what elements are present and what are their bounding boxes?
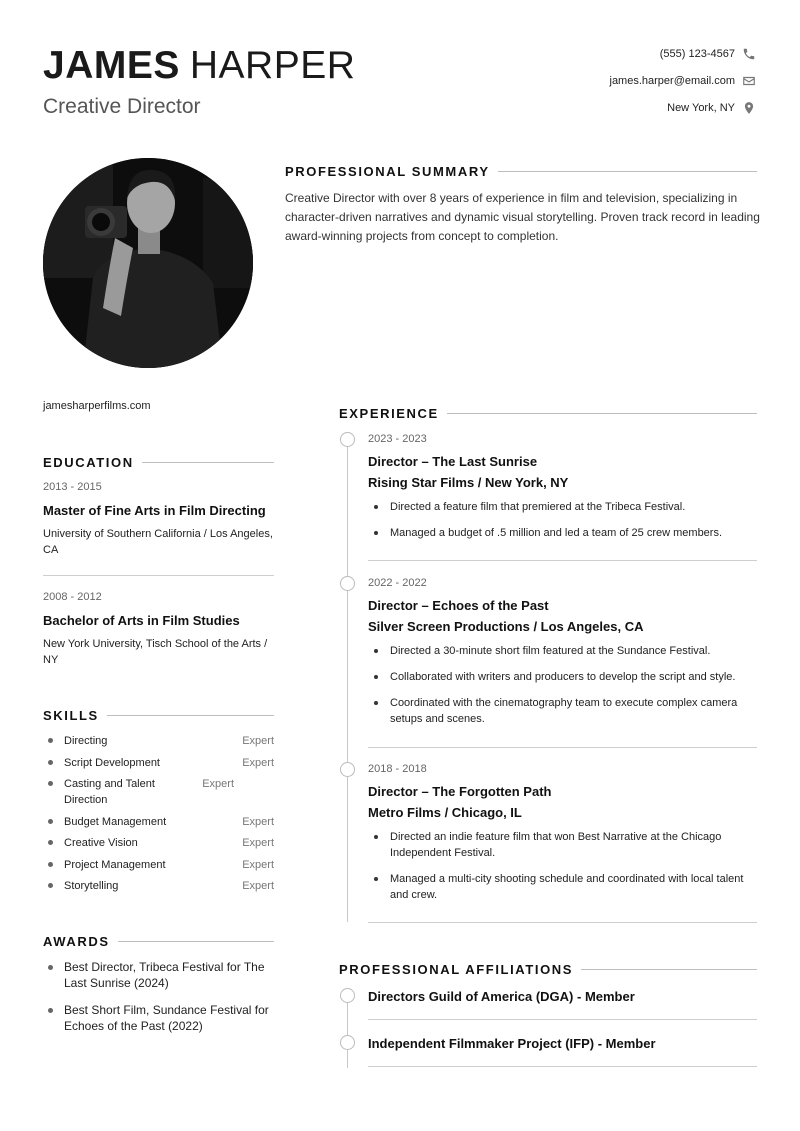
location-pin-icon [742, 101, 756, 115]
experience-bullet: Directed a feature film that premiered at the Tribeca Festival. [368, 499, 757, 515]
experience-bullet: Directed an indie feature film that won Best Narrative at the Chicago Independent Festival. [368, 829, 757, 861]
experience-item [368, 577, 757, 737]
phone-text: (555) 123-4567 [659, 47, 735, 60]
candidate-name [43, 44, 355, 88]
experience-dates: 2022 - 2022 [368, 577, 427, 589]
skill-name: Script Development [64, 756, 160, 769]
skill-name: Casting and Talent Direction [64, 778, 155, 806]
skills-heading: SKILLS [43, 708, 274, 723]
first-name: JAMES [43, 44, 180, 87]
education-item [43, 591, 274, 668]
timeline-marker [340, 432, 355, 447]
contact-block [610, 40, 757, 121]
skill-item [43, 755, 274, 771]
profile-photo [43, 158, 253, 368]
skill-item [43, 733, 274, 749]
skill-name: Budget Management [64, 815, 167, 828]
experience-company: Metro Films / Chicago, IL [368, 805, 522, 820]
timeline-marker [340, 1035, 355, 1050]
experience-role: Director – The Forgotten Path [368, 784, 552, 799]
affiliation-divider [368, 1019, 757, 1020]
education-degree: Master of Fine Arts in Film Directing [43, 503, 266, 518]
skill-level: Expert [242, 815, 274, 828]
experience-timeline-line [347, 432, 348, 922]
experience-divider [368, 747, 757, 748]
experience-divider [368, 922, 757, 923]
timeline-marker [340, 988, 355, 1003]
website-link[interactable]: jamesharperfilms.com [43, 400, 151, 412]
experience-dates: 2023 - 2023 [368, 433, 427, 445]
experience-role: Director – The Last Sunrise [368, 454, 538, 469]
education-dates: 2008 - 2012 [43, 591, 102, 603]
summary-heading: PROFESSIONAL SUMMARY [285, 164, 757, 179]
mail-icon [742, 74, 756, 88]
experience-item [368, 763, 757, 913]
award-text: Best Short Film, Sundance Festival for Echoes of the Past (2022) [64, 1003, 269, 1033]
experience-bullet: Coordinated with the cinematography team to execute complex camera setups and scenes. [368, 695, 757, 727]
experience-bullet: Managed a budget of .5 million and led a team of 25 crew members. [368, 525, 757, 541]
skill-item [43, 835, 274, 851]
education-item [43, 481, 274, 558]
phone-icon [742, 47, 756, 61]
skill-item [43, 857, 274, 873]
education-heading: EDUCATION [43, 455, 274, 470]
contact-email [610, 67, 757, 94]
skill-name: Directing [64, 735, 108, 747]
skill-name: Storytelling [64, 880, 119, 892]
education-degree: Bachelor of Arts in Film Studies [43, 613, 240, 628]
experience-bullet: Managed a multi-city shooting schedule and coordinated with local talent and crew. [368, 871, 757, 903]
experience-item [368, 433, 757, 551]
summary-text: Creative Director with over 8 years of experience in film and television, specializing in character-driven narratives and dynamic visual storytelling. Proven track record in leading award-winning projects from concept to completion. [285, 191, 760, 243]
skill-level: Expert [242, 756, 274, 769]
skill-item [43, 814, 274, 830]
affiliation-item: Independent Filmmaker Project (IFP) - Member [368, 1036, 656, 1051]
affiliation-divider [368, 1066, 757, 1067]
experience-company: Rising Star Films / New York, NY [368, 475, 569, 490]
awards-heading: AWARDS [43, 934, 274, 949]
education-dates: 2013 - 2015 [43, 481, 102, 493]
skill-name: Project Management [64, 858, 166, 871]
timeline-marker [340, 576, 355, 591]
skill-item [43, 878, 274, 894]
award-text: Best Director, Tribeca Festival for The Last Sunrise (2024) [64, 960, 265, 990]
contact-phone [610, 40, 757, 67]
education-school: University of Southern California / Los Angeles, CA [43, 528, 273, 556]
awards-list [43, 959, 283, 1045]
skill-level: Expert [202, 778, 234, 790]
education-school: New York University, Tisch School of the Arts / NY [43, 638, 268, 666]
affiliations-heading: PROFESSIONAL AFFILIATIONS [339, 962, 757, 977]
experience-bullet: Directed a 30-minute short film featured at the Sundance Festival. [368, 643, 757, 659]
location-text: New York, NY [667, 101, 735, 114]
experience-role: Director – Echoes of the Past [368, 598, 549, 613]
experience-company: Silver Screen Productions / Los Angeles, CA [368, 619, 644, 634]
award-item [43, 1002, 283, 1034]
award-item [43, 959, 283, 991]
contact-location [610, 94, 757, 121]
skill-level: Expert [242, 880, 274, 892]
experience-divider [368, 560, 757, 561]
experience-heading: EXPERIENCE [339, 406, 757, 421]
timeline-marker [340, 762, 355, 777]
email-text: james.harper@email.com [609, 74, 735, 87]
education-divider [43, 575, 274, 576]
skill-name: Creative Vision [64, 837, 138, 849]
skill-level: Expert [242, 735, 274, 747]
skill-level: Expert [242, 858, 274, 871]
last-name: HARPER [189, 44, 356, 87]
skills-list [43, 733, 274, 900]
experience-bullet: Collaborated with writers and producers to develop the script and style. [368, 669, 757, 685]
skill-item [43, 776, 274, 808]
skill-level: Expert [242, 837, 274, 849]
affiliation-item: Directors Guild of America (DGA) - Member [368, 989, 635, 1004]
experience-dates: 2018 - 2018 [368, 763, 427, 775]
job-title: Creative Director [43, 95, 201, 118]
